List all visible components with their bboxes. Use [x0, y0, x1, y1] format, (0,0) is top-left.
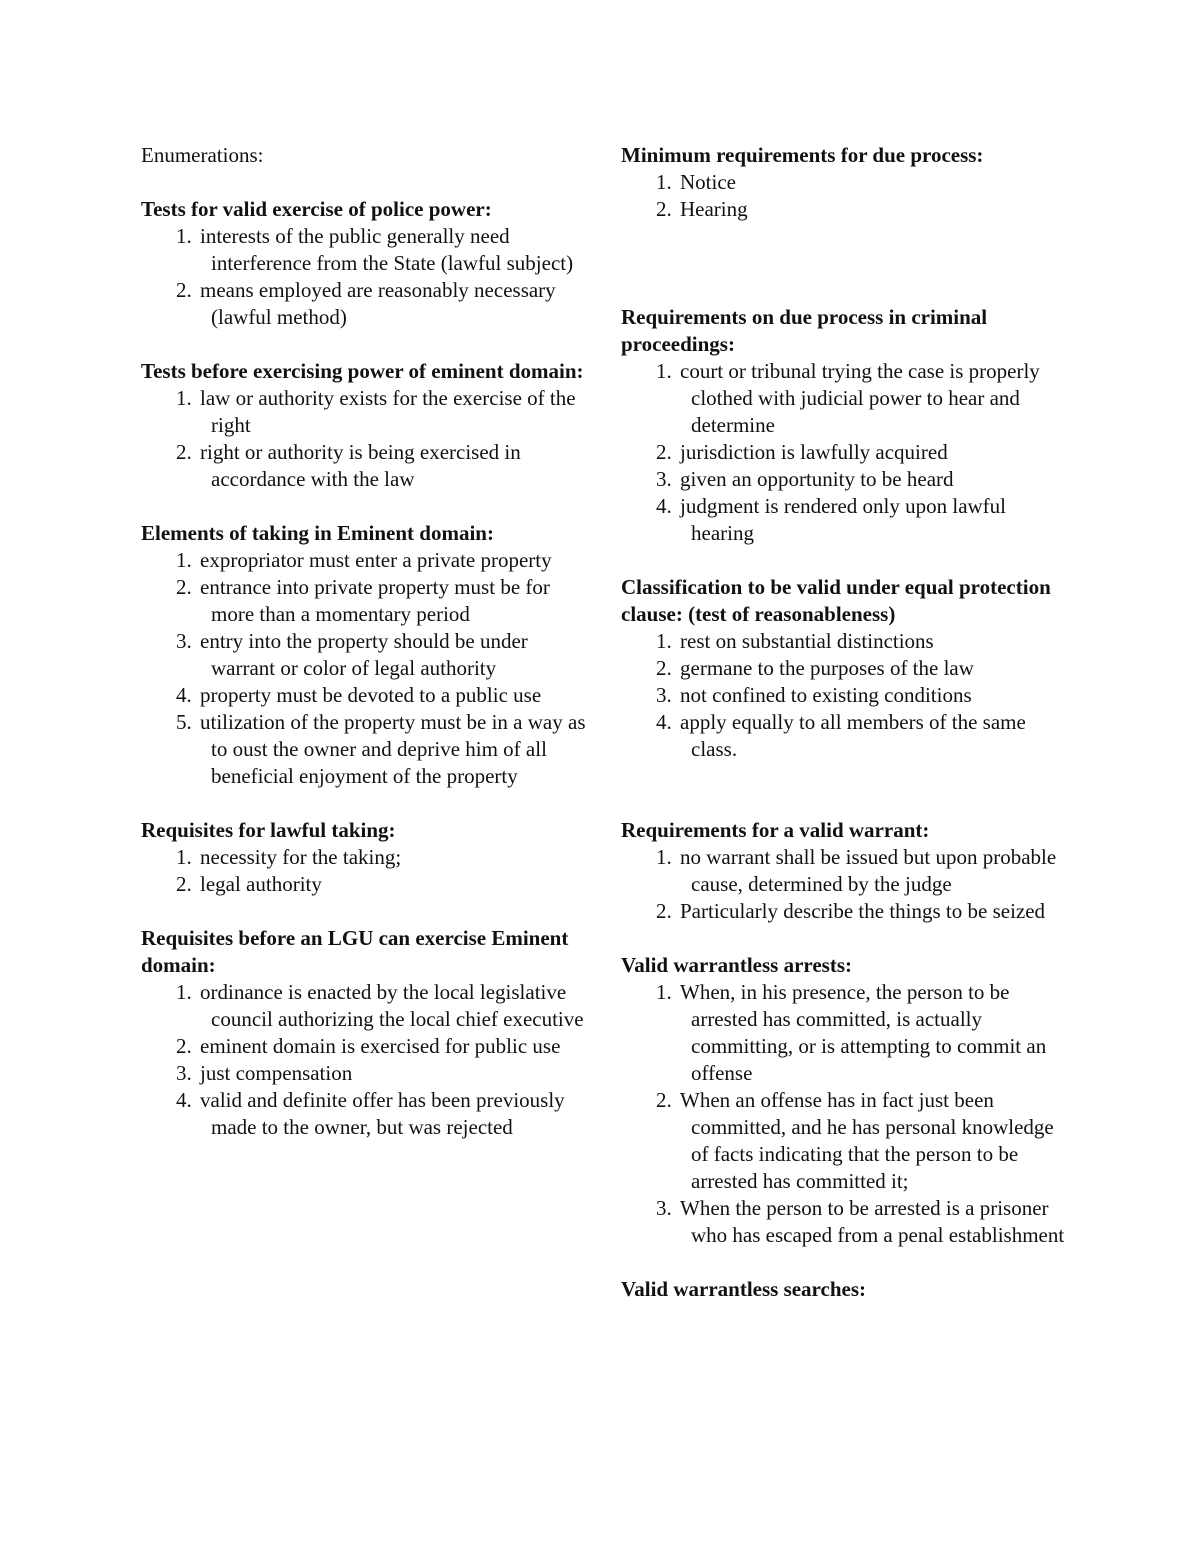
list-item: 1. When, in his presence, the person to be arrested has committed, is actually committing, or is attempting to commit an offense: [656, 980, 1047, 1085]
section-heading: Requirements for a valid warrant:: [621, 818, 930, 842]
enumerated-list: [141, 844, 586, 898]
list-item: 3. When the person to be arrested is a prisoner who has escaped from a penal establishment: [656, 1196, 1065, 1247]
section-criminal-due-process: [621, 304, 1066, 547]
list-item: 4. valid and definite offer has been previously made to the owner, but was rejected: [176, 1088, 565, 1139]
section-elements-of-taking: [141, 520, 586, 790]
section-heading: Tests before exercising power of eminent domain:: [141, 359, 584, 383]
list-item: 1. law or authority exists for the exercise of the right: [176, 386, 576, 437]
section-heading: Classification to be valid under equal protection clause: (test of reasonableness): [621, 575, 1051, 626]
enumerated-list: [141, 547, 586, 790]
section-heading: Requisites before an LGU can exercise Eminent domain:: [141, 926, 569, 977]
list-item: 1. no warrant shall be issued but upon probable cause, determined by the judge: [656, 845, 1057, 896]
right-column: [621, 142, 1066, 1330]
section-heading: Elements of taking in Eminent domain:: [141, 521, 494, 545]
list-item: 4. apply equally to all members of the same class.: [656, 710, 1026, 761]
section-heading: Requirements on due process in criminal proceedings:: [621, 305, 988, 356]
list-item: 1. Notice: [656, 170, 736, 194]
section-warrantless-searches: [621, 1276, 1066, 1303]
list-item: 1. court or tribunal trying the case is properly clothed with judicial power to hear and determine: [656, 359, 1040, 437]
section-eminent-domain-tests: [141, 358, 586, 493]
section-warrantless-arrests: [621, 952, 1066, 1249]
section-lgu-requisites: [141, 925, 586, 1141]
list-item: 3. entry into the property should be under warrant or color of legal authority: [176, 629, 528, 680]
section-valid-warrant: [621, 817, 1066, 925]
list-item: 2. means employed are reasonably necessary (lawful method): [176, 278, 556, 329]
enumerations-label: Enumerations:: [141, 143, 264, 167]
list-item: 4. property must be devoted to a public use: [176, 683, 542, 707]
enumerated-list: [621, 169, 1066, 223]
list-item: 2. germane to the purposes of the law: [656, 656, 974, 680]
list-item: 1. necessity for the taking;: [176, 845, 402, 869]
section-equal-protection: [621, 574, 1066, 763]
section-heading: Minimum requirements for due process:: [621, 143, 984, 167]
list-item: 2. entrance into private property must be for more than a momentary period: [176, 575, 550, 626]
section-heading: Valid warrantless searches:: [621, 1277, 866, 1301]
list-item: 1. interests of the public generally need interference from the State (lawful subject): [176, 224, 574, 275]
list-item: 2. right or authority is being exercised in accordance with the law: [176, 440, 521, 491]
list-item: 2. When an offense has in fact just been committed, and he has personal knowledge of facts indicating that the person to be arrested has committed it;: [656, 1088, 1054, 1193]
list-item: 2. Hearing: [656, 197, 748, 221]
section-requisites-lawful-taking: [141, 817, 586, 898]
left-column: [141, 142, 586, 1168]
enumerated-list: [141, 979, 586, 1141]
list-item: 2. eminent domain is exercised for public use: [176, 1034, 561, 1058]
enumerated-list: [141, 385, 586, 493]
enumerated-list: [621, 844, 1066, 925]
list-item: 3. given an opportunity to be heard: [656, 467, 954, 491]
list-item: 2. jurisdiction is lawfully acquired: [656, 440, 948, 464]
section-heading: Requisites for lawful taking:: [141, 818, 396, 842]
list-item: 5. utilization of the property must be in a way as to oust the owner and deprive him of all beneficial enjoyment of the property: [176, 710, 586, 788]
list-item: 1. expropriator must enter a private property: [176, 548, 552, 572]
list-item: 1. rest on substantial distinctions: [656, 629, 934, 653]
section-police-power-tests: [141, 196, 586, 331]
list-item: 3. just compensation: [176, 1061, 353, 1085]
list-item: 2. legal authority: [176, 872, 322, 896]
list-item: 3. not confined to existing conditions: [656, 683, 972, 707]
section-heading: Valid warrantless arrests:: [621, 953, 852, 977]
enumerated-list: [621, 628, 1066, 763]
list-item: 1. ordinance is enacted by the local legislative council authorizing the local chief executive: [176, 980, 584, 1031]
list-item: 2. Particularly describe the things to be seized: [656, 899, 1046, 923]
section-due-process-minimum: [621, 142, 1066, 223]
enumerated-list: [621, 979, 1066, 1249]
section-heading: Tests for valid exercise of police power:: [141, 197, 492, 221]
enumerated-list: [141, 223, 586, 331]
list-item: 4. judgment is rendered only upon lawful hearing: [656, 494, 1007, 545]
enumerated-list: [621, 358, 1066, 547]
